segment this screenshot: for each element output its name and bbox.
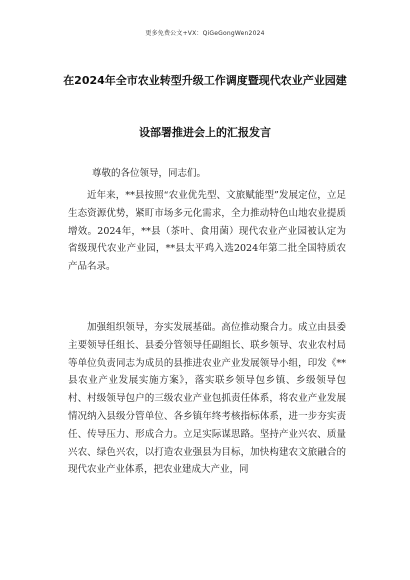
body-paragraph	[68, 319, 346, 479]
document-title-line-2: 设部署推进会上的汇报发言	[139, 126, 271, 139]
salutation: 尊敬的各位领导，同志们。	[92, 168, 207, 179]
paragraph-text: 加强组织领导，夯实发展基础。高位推动聚合力。成立由县委主要领导任组长、县委分管领导任副组长、联乡领导、农业农村局等单位负责同志为成员的县推进农业产业发展领导小组，印发《**县农业产业发展实施方案》，落实联乡领导包乡镇、乡级领导包村、村级领导包户的三级农业产业包抓责任体系，将农业产业发展情况纳入县级分管单位、各乡镇年终考核指标体系，进一步夯实责任、传导压力、形成合力。立足实际谋思路。坚持产业兴农、质量兴农、绿色兴农，以打造农业强县为目标，加快构建农文旅融合的现代农业产业体系，把农业建成大产业，同	[68, 322, 346, 476]
body-paragraph	[68, 187, 346, 276]
header-note: 更多免费公文+VX：QiGeGongWen2024	[145, 30, 265, 37]
document-title-line-1: 在2024年全市农业转型升级工作调度暨现代农业产业园建	[63, 74, 347, 87]
paragraph-text: 近年来，**县按照“农业优先型、文旅赋能型”发展定位，立足生态资源优势，紧盯市场多元化需求，全力推动特色山地农业提质增效。2024年，**县（茶叶、食用菌）现代农业产业园被认定为省级现代农业产业园，**县太平鸡入选2024年第二批全国特质农产品名录。	[68, 190, 346, 273]
